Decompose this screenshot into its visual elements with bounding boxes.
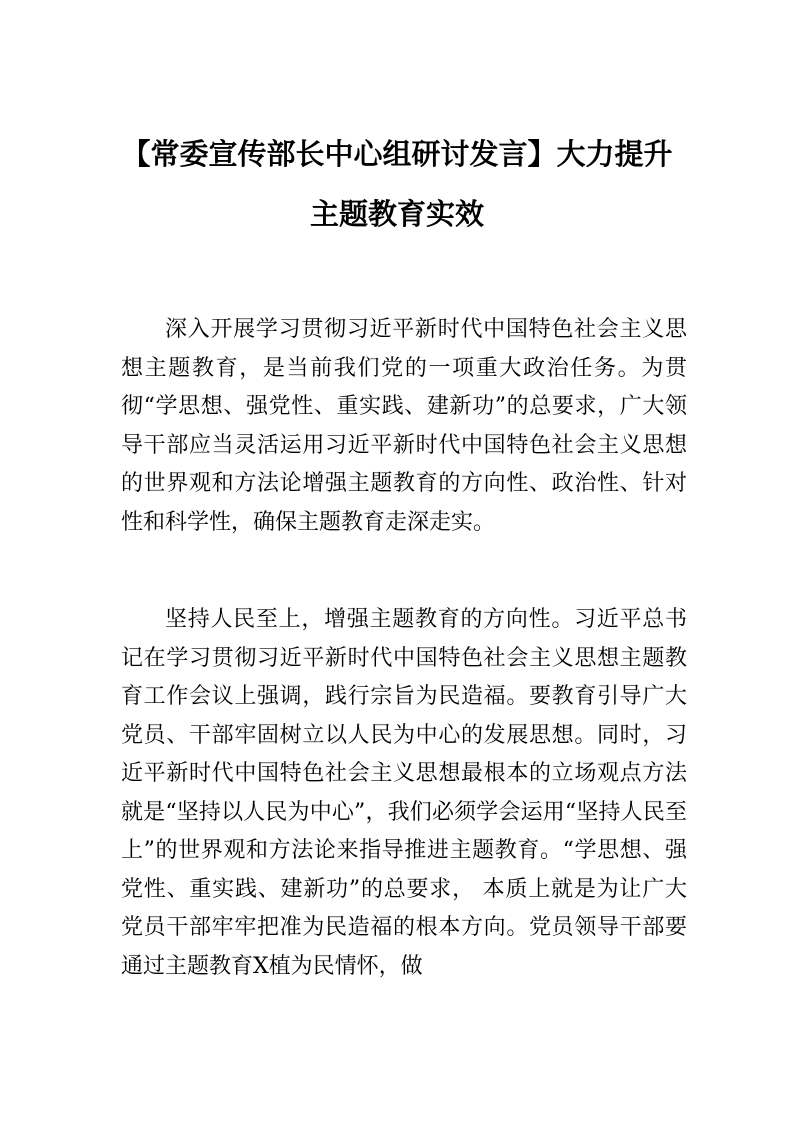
document-title-line-1: 【常委宣传部长中心组研讨发言】大力提升 bbox=[121, 137, 673, 171]
body-paragraph-intro: 深入开展学习贯彻习近平新时代中国特色社会主义思想主题教育，是当前我们党的一项重大政治任务。为贯彻“学思想、强党性、重实践、建新功”的总要求，广大领导干部应当灵活运用习近平新时代中国特色社会主义思想的世界观和方法论增强主题教育的方向性、政治性、针对性和科学性，确保主题教育走深走实。 bbox=[121, 317, 687, 535]
body-paragraph-people-first: 坚持人民至上，增强主题教育的方向性。习近平总书记在学习贯彻习近平新时代中国特色社会主义思想主题教育工作会议上强调，践行宗旨为民造福。要教育引导广大党员、干部牢固树立以人民为中心的发展思想。同时，习近平新时代中国特色社会主义思想最根本的立场观点方法就是“坚持以人民为中心”，我们必须学会运用“坚持人民至上”的世界观和方法论来指导推进主题教育。“学思想、强党性、重实践、建新功”的总要求， 本质上就是为让广大党员干部牢牢把准为民造福的根本方向。党员领导干部要通过主题教育X植为民情怀，做 bbox=[121, 607, 687, 979]
document-title-line-2: 主题教育实效 bbox=[309, 197, 484, 231]
